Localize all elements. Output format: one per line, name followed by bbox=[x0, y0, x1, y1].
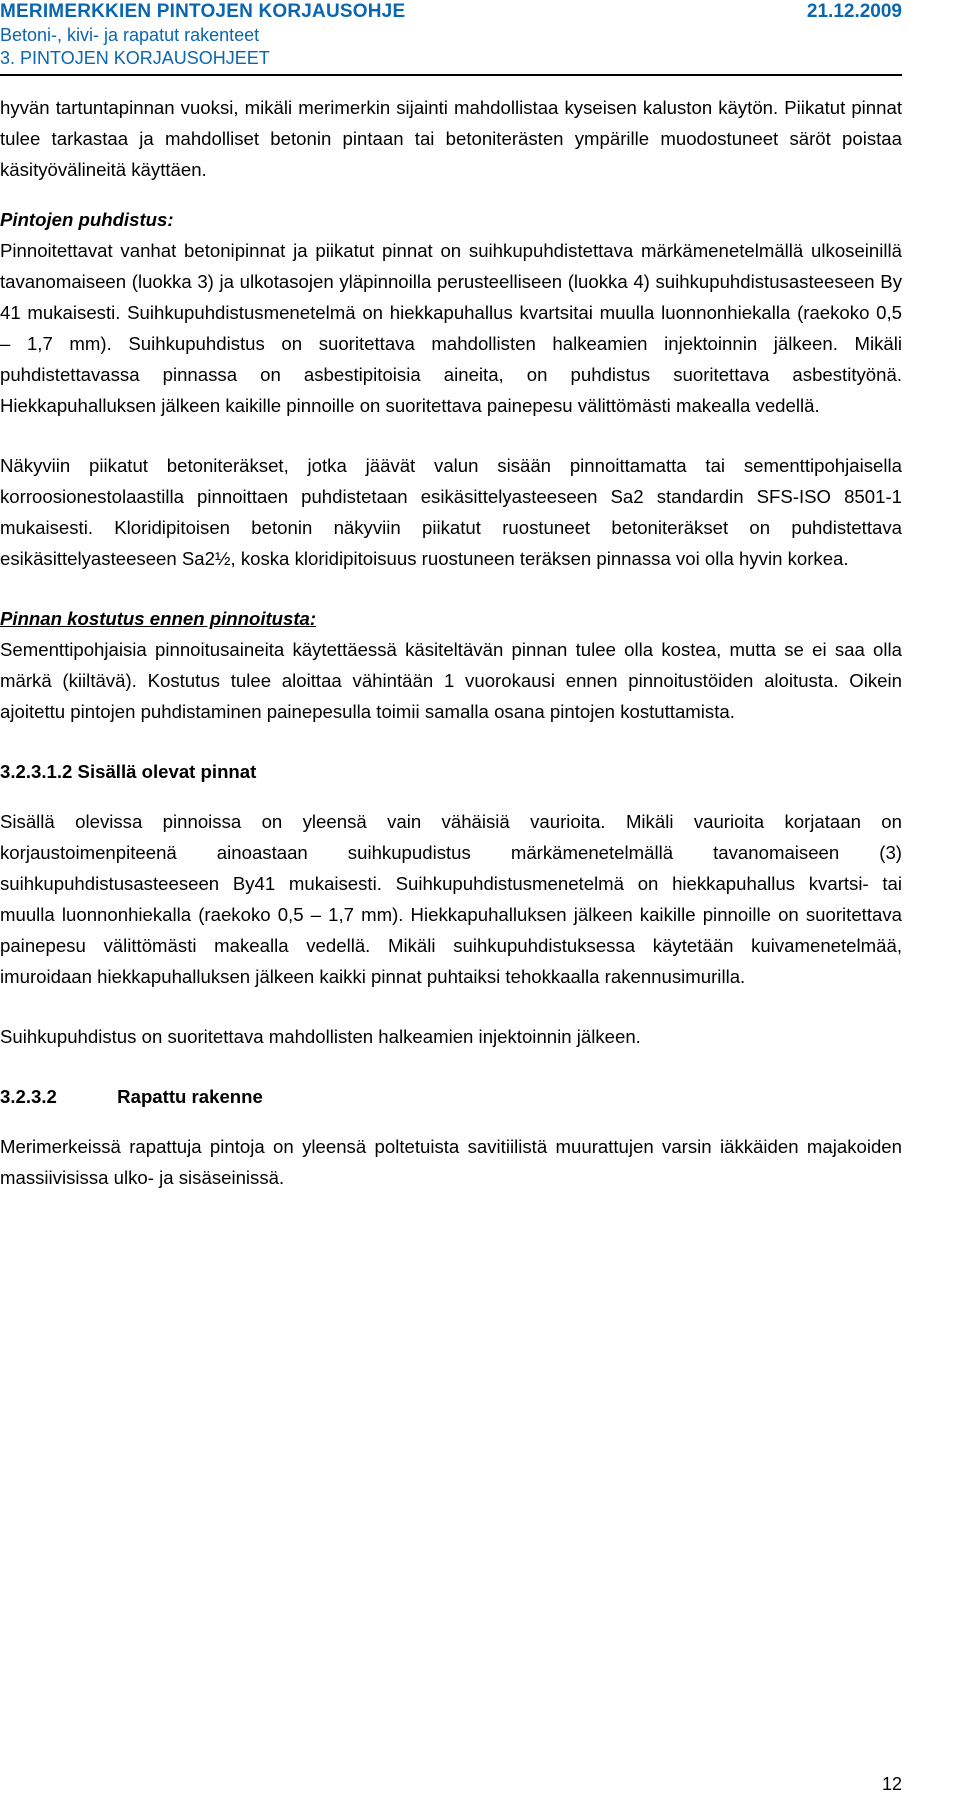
section-heading-3-2-3-2 bbox=[0, 1081, 902, 1112]
section-title: Rapattu rakenne bbox=[117, 1086, 263, 1107]
document-date: 21.12.2009 bbox=[806, 1, 902, 22]
header-top-row bbox=[0, 0, 902, 24]
page-header bbox=[0, 0, 902, 76]
paragraph-7: Merimerkeissä rapattuja pintoja on yleensä poltetuista savitiilistä muurattujen varsin iäkkäiden majakoiden massiivisissa ulko- ja sisäseinissä. bbox=[0, 1136, 902, 1188]
header-subtitle: Betoni-, kivi- ja rapatut rakenteet bbox=[0, 25, 260, 45]
subheading-pintojen-puhdistus: Pintojen puhdistus: bbox=[0, 209, 174, 230]
document-body bbox=[0, 92, 902, 1193]
paragraph-3: Näkyviin piikatut betoniteräkset, jotka jäävät valun sisään pinnoittamatta tai sementtipohjaisella korroosionestolaastilla pinnoittaen puhdistetaan esikäsittelyasteeseen Sa2 standardin SFS-ISO 8501-1 mukaisesti. Kloridipitoisen betonin näkyviin piikatut ruostuneet betoniteräkset on puhdistettava esikäsittelyasteeseen Sa2½, koska kloridipitoisuus ruostuneen teräksen pinnassa voi olla hyvin korkea. bbox=[0, 455, 902, 569]
header-chapter: 3. PINTOJEN KORJAUSOHJEET bbox=[0, 48, 270, 68]
paragraph-2: Pinnoitettavat vanhat betonipinnat ja piikatut pinnat on suihkupuhdistettava märkämenetelmällä ulkoseinillä tavanomaiseen (luokka 3) ja ulkotasojen yläpinnoilla perusteelliseen (luokka 4) suihkupuhdistusasteeseen By 41 mukaisesti. Suihkupuhdistusmenetelmä on hiekkapuhallus kvartsitai muulla luonnonhiekalla (raekoko 0,5 – 1,7 mm). Suihkupuhdistus on suoritettava mahdollisten halkeamien injektoinnin jälkeen. Mikäli puhdistettavassa pinnassa on asbestipitoisia aineita, on puhdistus suoritettava asbestityönä. Hiekkapuhalluksen jälkeen kaikille pinnoille on suoritettava painepesu välittömästi makealla vedellä. bbox=[0, 240, 902, 416]
paragraph-4: Sementtipohjaisia pinnoitusaineita käytettäessä käsiteltävän pinnan tulee olla kostea, mutta se ei saa olla märkä (kiiltävä). Kostutus tulee aloittaa vähintään 1 vuorokausi ennen pinnoitustöiden aloitusta. Oikein ajoitettu pintojen puhdistaminen painepesulla toimii samalla osana pintojen kostuttamista. bbox=[0, 639, 902, 722]
paragraph-6: Suihkupuhdistus on suoritettava mahdollisten halkeamien injektoinnin jälkeen. bbox=[0, 1026, 641, 1047]
paragraph-1: hyvän tartuntapinnan vuoksi, mikäli merimerkin sijainti mahdollistaa kyseisen kaluston käytön. Piikatut pinnat tulee tarkastaa ja mahdolliset betonin pintaan tai betoniterästen ympärille muodostuneet säröt poistaa käsityövälineitä käyttäen. bbox=[0, 97, 902, 180]
document-title: MERIMERKKIEN PINTOJEN KORJAUSOHJE bbox=[0, 1, 406, 22]
section-title: Sisällä olevat pinnat bbox=[77, 761, 257, 782]
page-number: 12 bbox=[881, 1774, 902, 1794]
paragraph-5: Sisällä olevissa pinnoissa on yleensä vain vähäisiä vaurioita. Mikäli vaurioita korjataan on korjaustoimenpiteenä ainoastaan suihkupudistus märkämenetelmällä tavanomaiseen (3) suihkupuhdistusasteeseen By41 mukaisesti. Suihkupuhdistusmenetelmä on hiekkapuhallus kvartsi- tai muulla luonnonhiekalla (raekoko 0,5 – 1,7 mm). Hiekkapuhalluksen jälkeen kaikille pinnoille on suoritettava painepesu välittömästi makealla vedellä. Mikäli suihkupuhdistuksessa käytetään kuivamenetelmää, imuroidaan hiekkapuhalluksen jälkeen kaikki pinnat puhtaiksi tehokkaalla rakennusimurilla. bbox=[0, 811, 902, 987]
section-number: 3.2.3.1.2 bbox=[0, 761, 73, 782]
subheading-pinnan-kostutus: Pinnan kostutus ennen pinnoitusta: bbox=[0, 608, 317, 629]
section-number: 3.2.3.2 bbox=[0, 1086, 57, 1107]
section-heading-3-2-3-1-2 bbox=[0, 756, 902, 787]
